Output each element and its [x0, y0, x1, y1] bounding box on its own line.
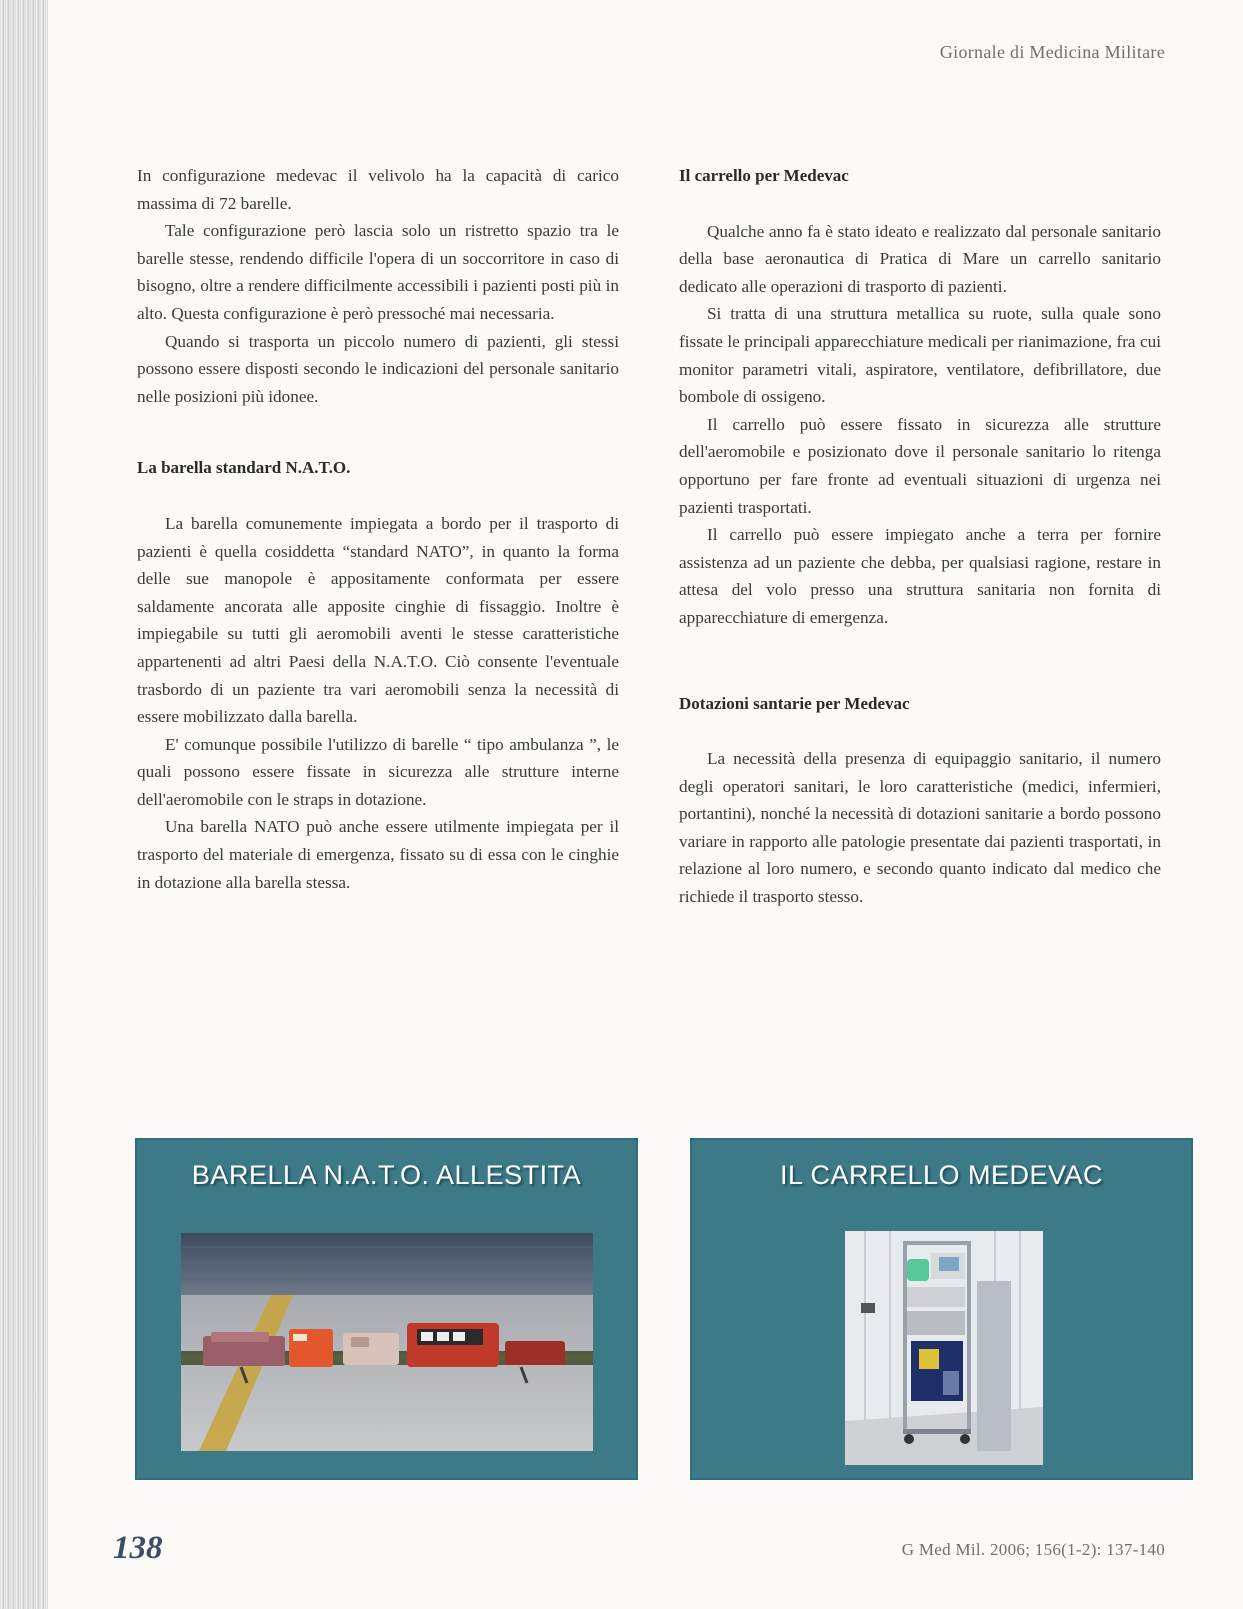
paragraph: Qualche anno fa è stato ideato e realizzato dal personale sanitario della base aeronautica di Pratica di Mare un carrello sanitario dedicato alle operazioni di trasporto di pazienti.: [679, 221, 1161, 296]
citation: G Med Mil. 2006; 156(1-2): 137-140: [901, 1540, 1165, 1559]
figure-title: BARELLA N.A.T.O. ALLESTITA: [191, 1160, 582, 1190]
paragraph: Una barella NATO può anche essere utilmente impiegata per il trasporto del materiale di emergenza, fissato su di essa con le cinghie in dotazione alla barella stessa.: [137, 817, 619, 892]
figure-title: IL CARRELLO MEDEVAC: [779, 1160, 1104, 1190]
section-heading-barella-nato: La barella standard N.A.T.O.: [137, 458, 351, 478]
figure-barella-nato: [135, 1138, 638, 1480]
figure-carrello-medevac: [690, 1138, 1193, 1480]
page-binding-edge: [0, 0, 48, 1609]
left-column: [137, 162, 619, 896]
paragraph: Il carrello può essere impiegato anche a terra per fornire assistenza ad un paziente che debba, per qualsiasi ragione, restare in attesa del volo presso una struttura sanitaria non fornita di apparecchiature di emergenza.: [679, 525, 1161, 627]
running-head: Giornale di Medicina Militare: [939, 42, 1165, 62]
section-heading-carrello: Il carrello per Medevac: [679, 166, 849, 185]
right-column: [679, 162, 1161, 911]
paragraph: La barella comunemente impiegata a bordo per il trasporto di pazienti è quella cosiddetta “standard NATO”, in quanto la forma delle sue manopole è appositamente conformata per essere saldamente ancorata alle apposite cinghie di fissaggio. Inoltre è impiegabile su tutti gli aeromobili aventi le stesse caratteristiche appartenenti ad altri Paesi della N.A.T.O. Ciò consente l'eventuale trasbordo di un paziente tra vari aeromobili senza la necessità di essere mobilizzato dalla barella.: [137, 513, 619, 727]
page-number: 138: [113, 1530, 163, 1566]
section-heading-dotazioni: Dotazioni santarie per Medevac: [679, 693, 910, 713]
paragraph: Il carrello può essere fissato in sicurezza alle strutture dell'aeromobile e posizionato dove il personale sanitario lo ritenga opportuno per fare fronte ad eventuali situazioni di urgenza nei pazienti trasportati.: [679, 414, 1161, 517]
paragraph: E' comunque possibile l'utilizzo di barelle “ tipo ambulanza ”, le quali possono essere fissate in sicurezza alle strutture interne dell'aeromobile con le straps in dotazione.: [137, 734, 619, 809]
medevac-cart-photo: [845, 1231, 1043, 1465]
paragraph: Tale configurazione però lascia solo un ristretto spazio tra le barelle stesse, rendendo difficile l'opera di un soccorritore in caso di bisogno, oltre a rendere difficilmente accessibili i pazienti posti più in alto. Questa configurazione è però pressoché mai necessaria.: [137, 221, 619, 323]
paragraph: La necessità della presenza di equipaggio sanitario, il numero degli operatori sanitari, le loro caratteristiche (medici, infermieri, portantini), nonché la necessità di dotazioni sanitarie a bordo possono variare in rapporto alle patologie presentate dai pazienti trasportati, in relazione al loro numero, e secondo quanto indicato dal medico che richiede il trasporto stesso.: [679, 749, 1161, 907]
paragraph: Quando si trasporta un piccolo numero di pazienti, gli stessi possono essere disposti secondo le indicazioni del personale sanitario nelle posizioni più idonee.: [137, 331, 619, 406]
stretcher-photo: [181, 1233, 593, 1451]
paragraph: Si tratta di una struttura metallica su ruote, sulla quale sono fissate le principali apparecchiature medicali per rianimazione, fra cui monitor parametri vitali, aspiratore, ventilatore, defibrillatore, due bombole di ossigeno.: [679, 304, 1161, 407]
paragraph: In configurazione medevac il velivolo ha la capacità di carico massima di 72 barelle.: [137, 166, 619, 213]
